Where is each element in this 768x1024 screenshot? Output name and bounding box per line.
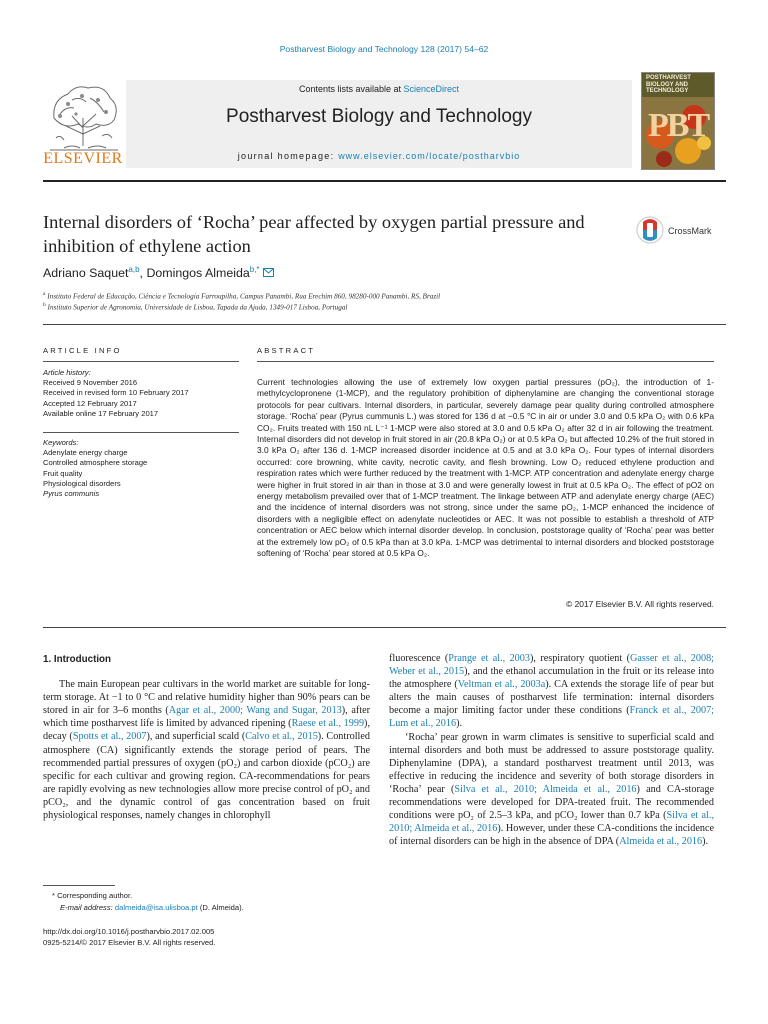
author-affiliation-marker[interactable]: b,* bbox=[249, 265, 260, 274]
body-text: ), respiratory quotient ( bbox=[529, 653, 631, 664]
doi-link[interactable]: http://dx.doi.org/10.1016/j.postharvbio.2017.02.005 bbox=[43, 927, 215, 936]
abstract-text: Current technologies allowing the use of extremely low oxygen partial pressures (pO₂), the introduction of 1-methylcyclopronene (1-MCP), and the regulatory prohibition of diphenylamine are changing the conventional storage protocols for pear cultivars. Internal disorders, in particular, severely damage pear quality during controlled atmosphere storage. ‘Rocha’ pear (Pyrus cummunis L.) was stored for 136 d at −0.5 °C in air or under 3.0 and 0.5 kPa O₂ with 0.6 kPa CO₂. Fruits treated with 150 nL L⁻¹ 1-MCP were also stored at 3.0 and 0.5 kPa O₂ after 32 d in air following the treatment. Internal disorders did not develop in fruit stored in air (20.8 kPa O₂) or at 0.5 kPa O₂ but affected 10.2% of the fruit stored in 3.0 kPa O₂ after 136 d. 1-MCP increased disorder incidence at 0.5 and at 3.0 kPa O₂. Four types of internal disorders occurred: core browning, white cavity, necrotic cavity, and flesh browning. Low O₂ reduced ethylene production and respiration rates which were further reduced by the treatment with 1-MCP. ATP concentration and adenylate energy charge were higher in fruit stored in air than in those at 3.0 and were generally lowest in fruit at 0.5 kPa O₂. The effect of pO2 on energy metabolism prevailed over that of 1-MCP treatment. The linkage between ATP and adenylate energy charge (AEC) and the incidence of internal disorders was not strong, since under the same pO₂, 1-MCP enhanced the incidence of disorders with a negligible effect on adenylate nucleotides or AEC. It was not possible to establish a threshold of ATP concentration or AEC below which internal disorder develop. In conclusion, poststorage quality of ‘Rocha’ pear was better at the extremely low pO₂ of 0.5 kPa than at 3.0 kPa. 1-MCP was detrimental to internal disorders and blocked poststorage softening of ‘Rocha’ pear stored at 0.5 kPa O₂. bbox=[257, 377, 714, 559]
keyword: Adenylate energy charge bbox=[43, 448, 128, 458]
email-envelope-icon[interactable] bbox=[263, 268, 274, 277]
body-right-column bbox=[389, 652, 714, 848]
author-line bbox=[43, 265, 274, 280]
body-text: ), and the ethanol accumulation in the fruit or its release into the atmosphere ( bbox=[389, 666, 714, 691]
homepage-prefix: journal homepage: bbox=[237, 151, 339, 161]
body-text: ), and superficial scald ( bbox=[146, 731, 246, 743]
article-info-heading: ARTICLE INFO bbox=[43, 346, 122, 355]
citation-link[interactable]: Silva et al., 2010; Almeida et al., 2016 bbox=[454, 783, 637, 795]
email-link[interactable]: dalmeida@isa.ulisboa.pt bbox=[114, 903, 198, 912]
crossmark-label[interactable]: CrossMark bbox=[668, 226, 712, 236]
journal-homepage-link[interactable]: www.elsevier.com/locate/postharvbio bbox=[338, 151, 521, 161]
body-text: fluorescence ( bbox=[389, 653, 449, 664]
body-text: ). However, under these CA-conditions the incidence of internal disorders can be high in the absence of DPA ( bbox=[389, 823, 714, 848]
abstract-heading: ABSTRACT bbox=[257, 346, 316, 355]
issn-line: 0925-5214/© 2017 Elsevier B.V. All rights reserved. bbox=[43, 938, 216, 947]
email-label: E-mail address: bbox=[60, 903, 115, 912]
body-left-column bbox=[43, 653, 370, 822]
section-heading-introduction: 1. Introduction bbox=[43, 654, 112, 665]
journal-title: Postharvest Biology and Technology bbox=[226, 106, 532, 127]
author-separator: , bbox=[139, 266, 147, 281]
online-date: Available online 17 February 2017 bbox=[43, 408, 159, 418]
author-name[interactable]: Domingos Almeida bbox=[146, 266, 250, 281]
cover-title: POSTHARVEST BIOLOGY AND TECHNOLOGY bbox=[646, 75, 691, 94]
abstract-copyright: © 2017 Elsevier B.V. All rights reserved. bbox=[566, 599, 714, 609]
body-text: ). CA extends the storage life of pear but alters the main causes of postharvest life termination: internal disorders become a major limiting factor under these conditions ( bbox=[389, 679, 715, 717]
citation-link[interactable]: Spotts et al., 2007 bbox=[72, 731, 147, 743]
corresponding-author-note bbox=[52, 891, 132, 900]
history-label: Article history: bbox=[43, 368, 91, 377]
body-paragraph bbox=[389, 731, 714, 849]
citation-link[interactable]: Calvo et al., 2015 bbox=[245, 731, 318, 743]
affiliation-rule bbox=[43, 324, 726, 325]
affiliation-text: Instituto Superior de Agronomia, Universidade de Lisboa, Tapada da Ajuda, 1349-017 Lisboa, Portugal bbox=[47, 303, 348, 312]
keywords-list bbox=[43, 438, 243, 499]
article-history bbox=[43, 368, 243, 419]
affiliation-b bbox=[43, 302, 347, 311]
cover-letters: PBT bbox=[648, 107, 709, 144]
journal-cover-thumbnail bbox=[641, 72, 715, 170]
body-text: ), after which time postharvest life is limited by advanced ripening ( bbox=[43, 705, 370, 730]
citation-link[interactable]: Gasser et al., 2008; Weber et al., 2015 bbox=[389, 653, 714, 678]
article-title: Internal disorders of ‘Rocha’ pear affected by oxygen partial pressure and inhibition of ethylene action bbox=[43, 212, 585, 256]
affiliation-marker: b bbox=[43, 302, 46, 308]
footnote-text: Corresponding author. bbox=[57, 891, 133, 900]
received-date: Received 9 November 2016 bbox=[43, 378, 138, 388]
citation-link[interactable]: Almeida et al., 2016 bbox=[619, 836, 703, 848]
keywords-label: Keywords: bbox=[43, 438, 79, 447]
affiliation-marker: a bbox=[43, 291, 46, 297]
keywords-rule bbox=[43, 432, 239, 433]
abstract-rule bbox=[257, 361, 714, 362]
header-rule bbox=[43, 180, 726, 182]
contents-line bbox=[126, 84, 632, 94]
abstract-bottom-rule bbox=[43, 627, 726, 628]
body-text: ‘Rocha’ pear grown in warm climates is sensitive to superficial scald and internal disorders and both must be addressed to assure poststorage quality. Diphenylamine (DPA), a standard postharvest treatment until 2013, was effective in reducing the incidence and severity of both storage disorders in ‘Rocha’ pear ( bbox=[389, 731, 714, 795]
journal-reference-link[interactable]: Postharvest Biology and Technology 128 (2017) 54–62 bbox=[279, 44, 489, 54]
affiliation-text: Instituto Federal de Educação, Ciência e Tecnologia Farroupilha, Campus Panambi, Rua Erechim 860, 98280-000 Panambi, RS, Brazil bbox=[47, 292, 441, 301]
citation-link[interactable]: Raese et al., 1999 bbox=[291, 718, 365, 730]
accepted-date: Accepted 12 February 2017 bbox=[43, 398, 137, 408]
article-info-rule bbox=[43, 361, 239, 362]
revised-date: Received in revised form 10 February 2017 bbox=[43, 388, 189, 398]
body-text: ). bbox=[456, 718, 463, 730]
keyword: Fruit quality bbox=[43, 468, 83, 478]
body-text: ). bbox=[702, 836, 709, 848]
contents-prefix: Contents lists available at bbox=[298, 84, 404, 94]
body-text: ) and CA-storage recommendations were developed for DPA-treated fruit. The recommended conditions were pO₂ of 2.5–3 kPa, and pCO₂ lower than 0.7 kPa ( bbox=[389, 783, 714, 822]
citation-link[interactable]: Agar et al., 2000; Wang and Sugar, 2013 bbox=[168, 705, 342, 717]
affiliation-a bbox=[43, 291, 440, 300]
citation-link[interactable]: Silva et al., 2010; Almeida et al., 2016 bbox=[389, 810, 714, 835]
citation-link[interactable]: Prange et al., 2003 bbox=[448, 653, 530, 664]
keyword: Physiological disorders bbox=[43, 478, 121, 488]
footnote-rule bbox=[43, 885, 115, 886]
body-paragraph bbox=[43, 678, 370, 822]
journal-homepage-line bbox=[126, 151, 632, 161]
email-note bbox=[60, 903, 244, 912]
elsevier-wordmark: ELSEVIER bbox=[43, 150, 123, 167]
author-name[interactable]: Adriano Saquet bbox=[43, 266, 129, 281]
citation-link[interactable]: Franck et al., 2007; Lum et al., 2016 bbox=[389, 705, 714, 730]
body-text: ). Controlled atmosphere (CA) significantly extends the storage period of pears. The recommended partial pressures of oxygen (pO₂) and carbon dioxide (pCO₂) are specific for each cultivar and growing region. CA-recommendations for pears are rapidly evolving as new technologies allow more precise control of pO₂ and pCO₂, and the dynamic control of gas concentration based on fruit physiological responses, namely changes in chlorophyll bbox=[43, 731, 370, 822]
citation-link[interactable]: Veltman et al., 2003a bbox=[457, 679, 546, 691]
body-paragraph bbox=[389, 652, 714, 731]
body-text: The main European pear cultivars in the world market are suitable for long-term storage. At −1 to 0 °C and relative humidity higher than 90% pears can be stored in air for 3–6 months ( bbox=[43, 679, 370, 717]
keyword: Pyrus communis bbox=[43, 489, 100, 499]
sciencedirect-link[interactable]: ScienceDirect bbox=[403, 84, 460, 94]
email-suffix: (D. Almeida). bbox=[197, 903, 244, 912]
author-affiliation-marker[interactable]: a,b bbox=[128, 265, 140, 274]
footnote-star: * bbox=[52, 891, 58, 900]
body-text: ), decay ( bbox=[43, 718, 370, 743]
keyword: Controlled atmosphere storage bbox=[43, 458, 148, 468]
